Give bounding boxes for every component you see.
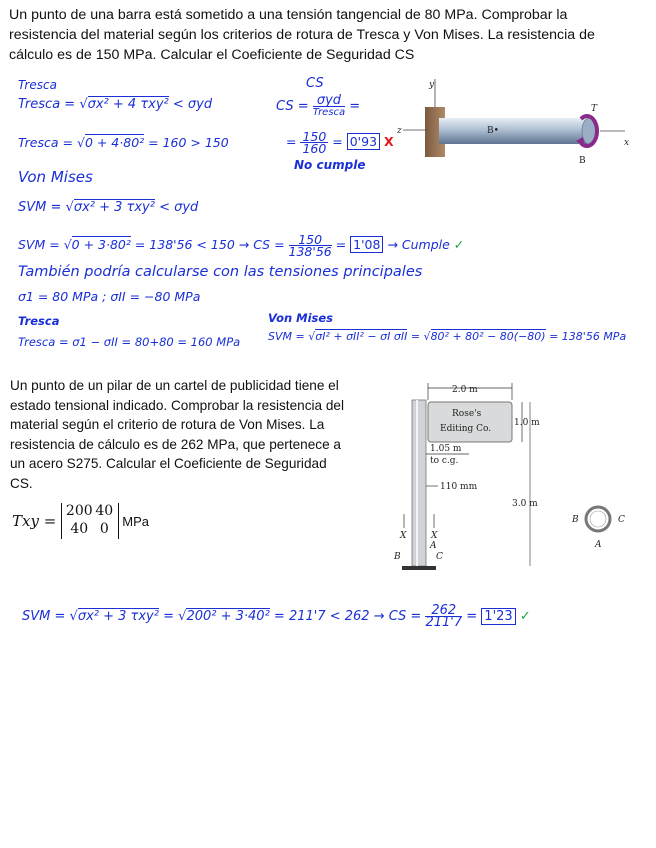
tresca-calc-lhs: Tresca = [18, 135, 77, 150]
y-axis-label: y [429, 80, 435, 90]
point-c-label: C [436, 552, 443, 562]
vm-calc-lhs: SVM = [18, 237, 64, 252]
sec-a-label: A [595, 540, 602, 550]
dim-top-label: 2.0 m [452, 385, 478, 395]
vm2-calc-rhs: = 138'56 MPa [545, 330, 627, 343]
vm3-eq2: = [462, 609, 482, 624]
cs-heading: CS [306, 76, 324, 91]
vm3-check: ✓ [519, 609, 531, 624]
cs-calc-den: 160 [302, 141, 327, 156]
torque-label: T [591, 104, 598, 114]
vm3-lhs: SVM = [22, 609, 70, 624]
vm-calc-root: 0 + 3·80² [71, 237, 131, 252]
tresca-formula-lhs: Tresca = [18, 97, 80, 112]
rod [439, 118, 589, 144]
problem2-statement: Un punto de un pilar de un cartel de publicidad tiene el estado tensional indicado. Comprobar la resistencia del material según el criterio de rotura de Von Mises. La resistencia de cálculo es de 262 MPa, que pertenece a un acero S275. Calcular el Coeficiente de Seguridad CS. [10, 378, 344, 491]
vm-formula-rhs: < σyd [154, 200, 199, 215]
matrix-label: Txy = [12, 512, 57, 530]
vm-calc-den: 138'56 [288, 244, 332, 259]
vm3-calc: SVM = √σx² + 3 τxy² = √200² + 3·40² = 211'7 < 262 → CS = $\frac{262}{211'7}$ = 1'23 ✓ [22, 603, 531, 630]
z-axis-label: z [397, 126, 402, 136]
section-x1: X [400, 531, 407, 541]
cs-eq: = [345, 99, 361, 114]
dim-height-label: 3.0 m [512, 499, 538, 509]
dim-cg-1: 1.05 m [430, 444, 462, 454]
vm2-calc-eq: = [407, 330, 424, 343]
tresca-calc: Tresca = √0 + 4·80² = 160 > 150 [18, 135, 229, 150]
principal-line: También podría calcularse con las tensiones principales [18, 264, 423, 280]
matrix-cell-12: 40 [95, 503, 114, 519]
vm-formula-root: σx² + 3 τxy² [73, 200, 155, 215]
vm-calc-num: 150 [289, 234, 332, 246]
tresca2-heading: Tresca [18, 314, 60, 328]
vm3-result: 1'23 [481, 608, 515, 625]
cs-verdict: No cumple [294, 158, 366, 172]
stress-matrix [12, 503, 149, 539]
vm3-eq1: = [158, 609, 179, 624]
matrix-brackets [61, 503, 119, 539]
bar-torsion-figure [395, 75, 631, 175]
vm2-calc: SVM = √σI² + σII² − σI σII = √80² + 80² − 80(−80) = 138'56 MPa [268, 330, 627, 343]
vm-formula: SVM = √σx² + 3 τxy² < σyd [18, 200, 199, 215]
base-plate [402, 566, 436, 570]
post [412, 400, 426, 566]
matrix-cell-21: 40 [70, 521, 89, 537]
vm-result: 1'08 [350, 236, 383, 253]
point-a-label: A [430, 541, 437, 551]
matrix-unit: MPa [122, 513, 150, 529]
vm-verdict: → Cumple [387, 237, 450, 252]
sec-c-label: C [618, 515, 625, 525]
point-b-label: B• [487, 126, 499, 136]
vm3-den: 211'7 [425, 615, 463, 630]
cs-lhs: CS = [276, 99, 313, 114]
cs-calc-prefix: = [286, 134, 301, 149]
section-x2: X [431, 531, 438, 541]
tresca2-calc: Tresca = σ1 − σII = 80+80 = 160 MPa [18, 335, 241, 349]
sign-board [428, 402, 512, 442]
vm-calc: SVM = √0 + 3·80² = 138'56 < 150 → CS = $\frac{150}{138'56}$ = 1'08 → Cumple ✓ [18, 232, 465, 259]
tresca-calc-rhs: = 160 > 150 [144, 135, 229, 150]
x-axis-label: x [624, 138, 630, 148]
problem1-statement: Un punto de una barra está sometido a una tensión tangencial de 80 MPa. Comprobar la resistencia del material según los criterios de rotura de Tresca y Von Mises. La resistencia de cálculo es de 150 MPa. Calcular el Coeficiente de Seguridad CS [9, 7, 595, 63]
tresca-formula-rhs: < σyd [168, 97, 213, 112]
vm-heading: Von Mises [18, 168, 93, 186]
vm2-heading: Von Mises [268, 311, 334, 325]
matrix-cell-22: 0 [99, 521, 109, 537]
cs-calc-num: 150 [302, 129, 327, 144]
point-b-label: B [394, 552, 401, 562]
cross-section-inner [590, 511, 606, 527]
vm-formula-lhs: SVM = [18, 200, 66, 215]
vm2-calc-root2: 80² + 80² − 80(−80) [430, 330, 546, 343]
vm-check: ✓ [453, 237, 465, 252]
sec-b-label: B [572, 515, 579, 525]
vm3-num: 262 [425, 605, 462, 617]
cs-frac-den: Tresca [312, 107, 346, 118]
sign-line2: Editing Co. [440, 424, 492, 434]
vm2-calc-root: σI² + σII² − σI σII [315, 330, 408, 343]
vm3-root1: σx² + 3 τxy² [77, 609, 159, 624]
dim-pipe-label: 110 mm [440, 482, 478, 492]
cs-calc: = $\frac{150}{160}$ = 0'93 X [286, 129, 394, 156]
tresca-calc-root: 0 + 4·80² [84, 135, 145, 150]
vm3-root2: 200² + 3·40² [186, 609, 270, 624]
cs-formula [276, 95, 360, 118]
sign-post-figure [390, 378, 640, 578]
dim-sign-label: 1.0 m [514, 418, 540, 428]
dim-cg-2: to c.g. [430, 456, 459, 466]
matrix-cell-11: 200 [65, 503, 93, 519]
end-b-label: B [579, 156, 586, 166]
principal-values: σ1 = 80 MPa ; σII = −80 MPa [18, 289, 201, 304]
tresca-heading: Tresca [18, 78, 57, 92]
cs-mark: X [384, 134, 394, 149]
tresca-formula: Tresca = √σx² + 4 τxy² < σyd [18, 97, 213, 112]
vm-calc-mid: = 138'56 < 150 → CS = [130, 237, 289, 252]
tresca-formula-root: σx² + 4 τxy² [87, 97, 169, 112]
vm3-mid: = 211'7 < 262 → CS = [269, 609, 426, 624]
cs-frac-num: σyd [313, 95, 345, 107]
vm2-calc-lhs: SVM = [268, 330, 309, 343]
cs-result: 0'93 [347, 133, 380, 150]
sign-line1: Rose's [452, 409, 482, 419]
